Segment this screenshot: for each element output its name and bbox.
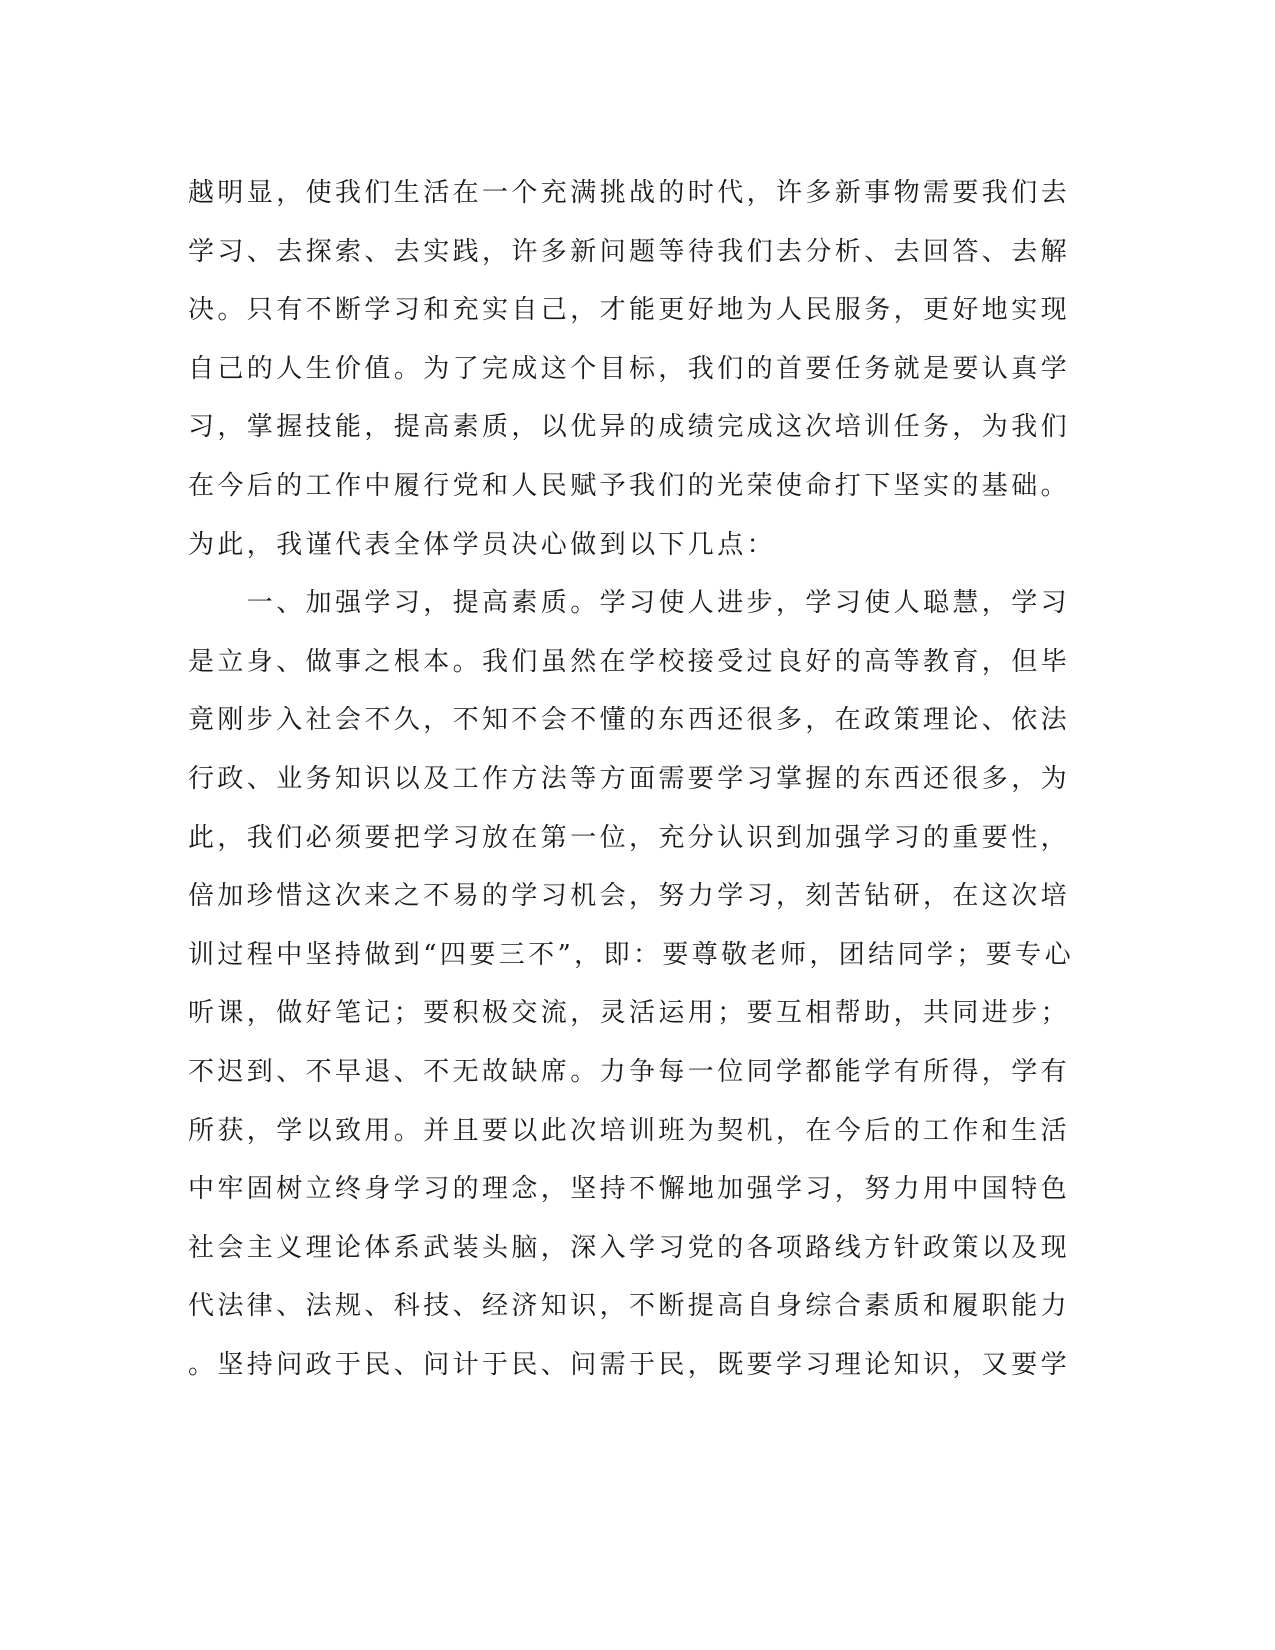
text-line: 自己的人生价值。为了完成这个目标，我们的首要任务就是要认真学 <box>188 353 1071 384</box>
text-line: 中牢固树立终身学习的理念，坚持不懈地加强学习，努力用中国特色 <box>188 1174 1071 1205</box>
text-line: 代法律、法规、科技、经济知识，不断提高自身综合素质和履职能力 <box>188 1291 1071 1322</box>
text-line: 在今后的工作中履行党和人民赋予我们的光荣使命打下坚实的基础。 <box>188 470 1071 501</box>
text-line: 听课，做好笔记；要积极交流，灵活运用；要互相帮助，共同进步； <box>188 998 1071 1029</box>
text-line: 学习、去探索、去实践，许多新问题等待我们去分析、去回答、去解 <box>188 236 1071 267</box>
text-line: 行政、业务知识以及工作方法等方面需要学习掌握的东西还很多，为 <box>188 763 1071 794</box>
text-line: 习，掌握技能，提高素质，以优异的成绩完成这次培训任务，为我们 <box>188 412 1071 443</box>
text-line: 训过程中坚持做到“四要三不”，即：要尊敬老师，团结同学；要专心 <box>188 939 1074 970</box>
text-line: 一、加强学习，提高素质。学习使人进步，学习使人聪慧，学习 <box>188 588 1071 619</box>
text-line: 为此，我谨代表全体学员决心做到以下几点： <box>188 529 777 560</box>
text-line: 是立身、做事之根本。我们虽然在学校接受过良好的高等教育，但毕 <box>188 646 1071 677</box>
text-line: 倍加珍惜这次来之不易的学习机会，努力学习，刻苦钻研，在这次培 <box>188 881 1071 912</box>
text-line: 不迟到、不早退、不无故缺席。力争每一位同学都能学有所得，学有 <box>188 1056 1071 1087</box>
text-line: 此，我们必须要把学习放在第一位，充分认识到加强学习的重要性， <box>188 822 1071 853</box>
text-line: 社会主义理论体系武装头脑，深入学习党的各项路线方针政策以及现 <box>188 1232 1071 1263</box>
body-text <box>188 164 1088 1394</box>
text-line: 决。只有不断学习和充实自己，才能更好地为人民服务，更好地实现 <box>188 295 1071 326</box>
text-line: 。坚持问政于民、问计于民、问需于民，既要学习理论知识，又要学 <box>188 1349 1071 1380</box>
text-line: 越明显，使我们生活在一个充满挑战的时代，许多新事物需要我们去 <box>188 178 1071 208</box>
text-line: 竟刚步入社会不久，不知不会不懂的东西还很多，在政策理论、依法 <box>188 705 1071 736</box>
text-line: 所获，学以致用。并且要以此次培训班为契机，在今后的工作和生活 <box>188 1115 1071 1146</box>
